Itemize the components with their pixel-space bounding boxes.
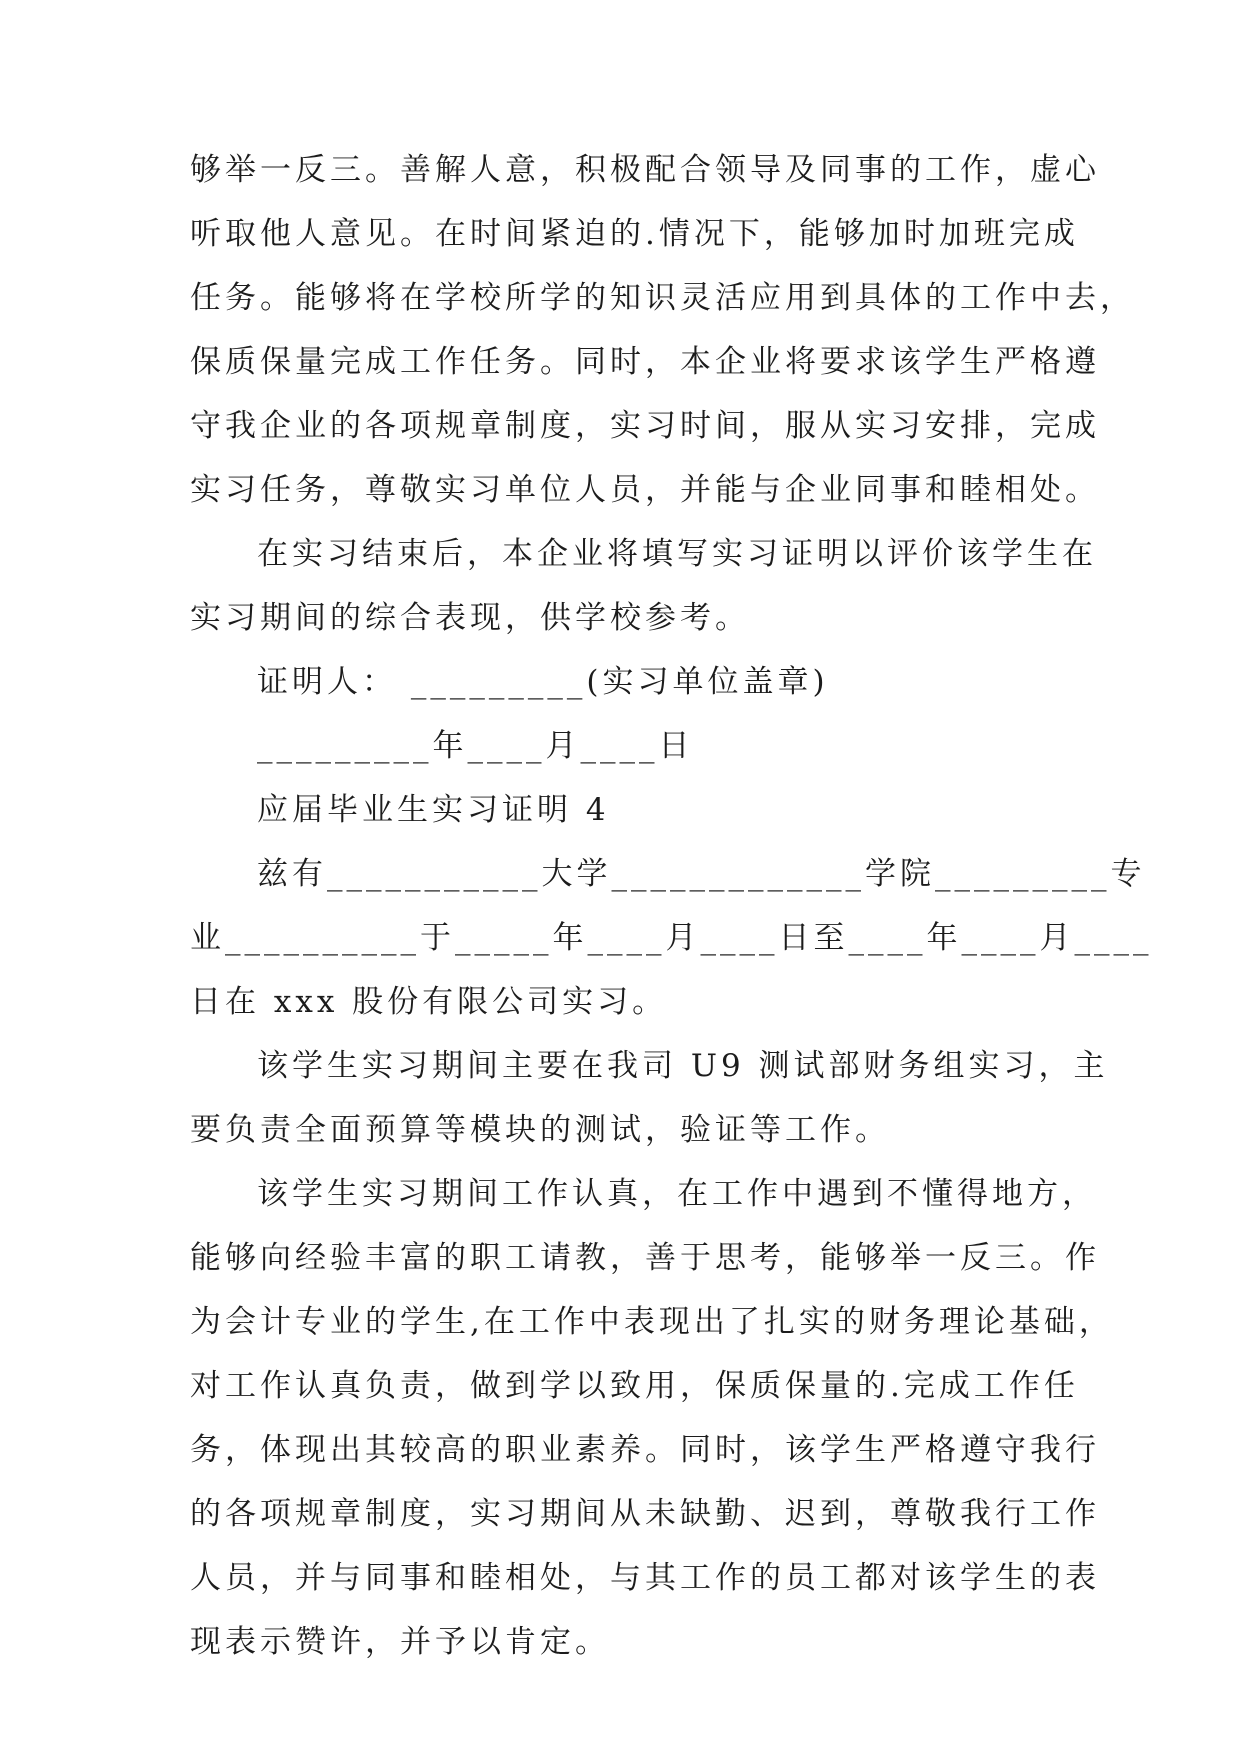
text-line: 现表示赞许，并予以肯定。 [190,1624,610,1660]
text-line: 人员，并与同事和睦相处，与其工作的员工都对该学生的表 [190,1560,1100,1596]
text-line: 听取他人意见。在时间紧迫的.情况下，能够加时加班完成 [190,216,1079,252]
text-line: 的各项规章制度，实习期间从未缺勤、迟到，尊敬我行工作 [190,1496,1100,1532]
section-heading: 应届毕业生实习证明 4 [257,792,610,828]
text-line: 够举一反三。善解人意，积极配合领导及同事的工作，虚心 [190,152,1100,188]
text-line: 实习期间的综合表现，供学校参考。 [190,600,750,636]
date-line: _________年____月____日 [257,728,694,764]
text-line: 该学生实习期间工作认真，在工作中遇到不懂得地方， [257,1176,1097,1212]
text-line: 为会计专业的学生,在工作中表现出了扎实的财务理论基础， [190,1304,1114,1340]
text-line: 保质保量完成工作任务。同时，本企业将要求该学生严格遵 [190,344,1100,380]
text-line: 该学生实习期间主要在我司 U9 测试部财务组实习，主 [257,1048,1109,1084]
text-line: 在实习结束后，本企业将填写实习证明以评价该学生在 [257,536,1097,572]
text-line: 业__________于_____年____月____日至____年____月____ [190,920,1153,956]
certifier-line: 证明人： _________(实习单位盖章) [257,664,829,700]
text-line: 要负责全面预算等模块的测试，验证等工作。 [190,1112,890,1148]
text-line: 务，体现出其较高的职业素养。同时，该学生严格遵守我行 [190,1432,1100,1468]
text-line: 对工作认真负责，做到学以致用，保质保量的.完成工作任 [190,1368,1079,1404]
text-line: 实习任务，尊敬实习单位人员，并能与企业同事和睦相处。 [190,472,1100,508]
text-line: 日在 xxx 股份有限公司实习。 [190,984,668,1020]
text-line: 任务。能够将在学校所学的知识灵活应用到具体的工作中去， [190,280,1135,316]
text-line: 守我企业的各项规章制度，实习时间，服从实习安排，完成 [190,408,1100,444]
text-line: 兹有___________大学_____________学院_________专 [257,856,1146,892]
text-line: 能够向经验丰富的职工请教，善于思考，能够举一反三。作 [190,1240,1100,1276]
